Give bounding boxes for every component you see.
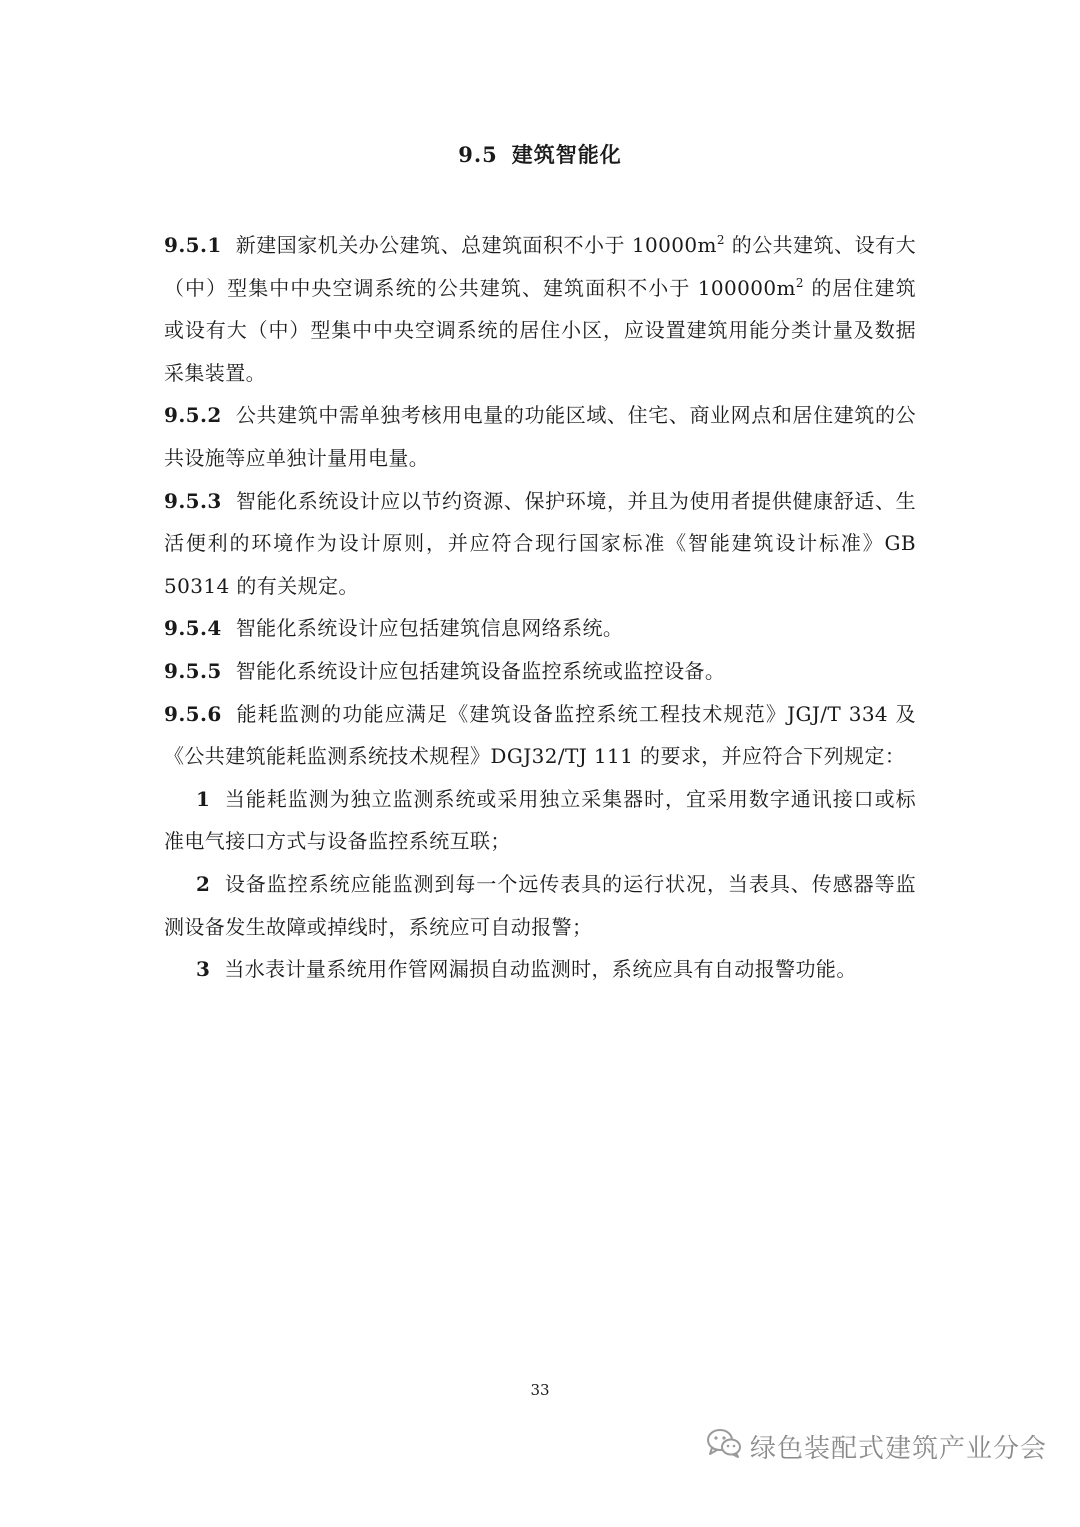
clause-number: 9.5.5 xyxy=(164,658,222,683)
section-title: 建筑智能化 xyxy=(511,142,622,167)
clause-text: 的居住建筑或设有大（中）型集中中央空调系统的居住小区，应设置建筑用能分类计量及数据采集装置。 xyxy=(164,275,916,385)
clause-number: 9.5.1 xyxy=(164,233,222,257)
superscript: 2 xyxy=(795,275,804,290)
list-item xyxy=(164,948,916,991)
clause-number: 9.5.2 xyxy=(164,403,222,428)
clause-text: 新建国家机关办公建筑、总建筑面积不小于 10000m xyxy=(235,233,717,257)
document-body xyxy=(164,224,916,991)
clause-text: 智能化系统设计应包括建筑设备监控系统或监控设备。 xyxy=(235,658,726,683)
wechat-icon xyxy=(706,1427,750,1466)
clause-9-5-3 xyxy=(164,480,916,608)
item-number: 2 xyxy=(196,871,211,896)
watermark xyxy=(706,1424,1047,1468)
clause-number: 9.5.4 xyxy=(164,616,222,641)
item-number: 1 xyxy=(196,786,211,811)
section-heading xyxy=(0,139,1080,169)
item-text: 当水表计量系统用作管网漏损自动监测时，系统应具有自动报警功能。 xyxy=(224,957,857,982)
clause-9-5-5 xyxy=(164,650,916,693)
clause-text: 的公共建筑、设有大（中）型集中中央空调系统的公共建筑、建筑面积不小于 100000m xyxy=(164,233,916,300)
item-text: 设备监控系统应能监测到每一个远传表具的运行状况，当表具、传感器等监测设备发生故障或掉线时，系统应可自动报警； xyxy=(164,871,916,939)
watermark-text: 绿色装配式建筑产业分会 xyxy=(750,1433,1048,1464)
clause-number: 9.5.3 xyxy=(164,488,222,513)
clause-9-5-2 xyxy=(164,394,916,479)
list-item xyxy=(164,863,916,948)
list-item xyxy=(164,778,916,863)
item-number: 3 xyxy=(196,957,211,982)
clause-text: 公共建筑中需单独考核用电量的功能区域、住宅、商业网点和居住建筑的公共设施等应单独计量用电量。 xyxy=(164,403,916,470)
superscript: 2 xyxy=(716,233,725,247)
item-text: 当能耗监测为独立监测系统或采用独立采集器时，宜采用数字通讯接口或标准电气接口方式与设备监控系统互联； xyxy=(164,786,916,854)
clause-9-5-1 xyxy=(164,224,916,394)
clause-9-5-6 xyxy=(164,693,916,778)
clause-number: 9.5.6 xyxy=(164,701,222,726)
clause-text: 智能化系统设计应包括建筑信息网络系统。 xyxy=(235,616,624,641)
clause-text: 能耗监测的功能应满足《建筑设备监控系统工程技术规范》JGJ/T 334 及《公共建筑能耗监测系统技术规程》DGJ32/TJ 111 的要求，并应符合下列规定： xyxy=(164,701,916,769)
clause-9-5-4 xyxy=(164,607,916,650)
clause-text: 智能化系统设计应以节约资源、保护环境，并且为使用者提供健康舒适、生活便利的环境作为设计原则，并应符合现行国家标准《智能建筑设计标准》GB 50314 的有关规定。 xyxy=(164,488,916,598)
page-number: 33 xyxy=(530,1381,550,1399)
section-number: 9.5 xyxy=(458,142,498,167)
